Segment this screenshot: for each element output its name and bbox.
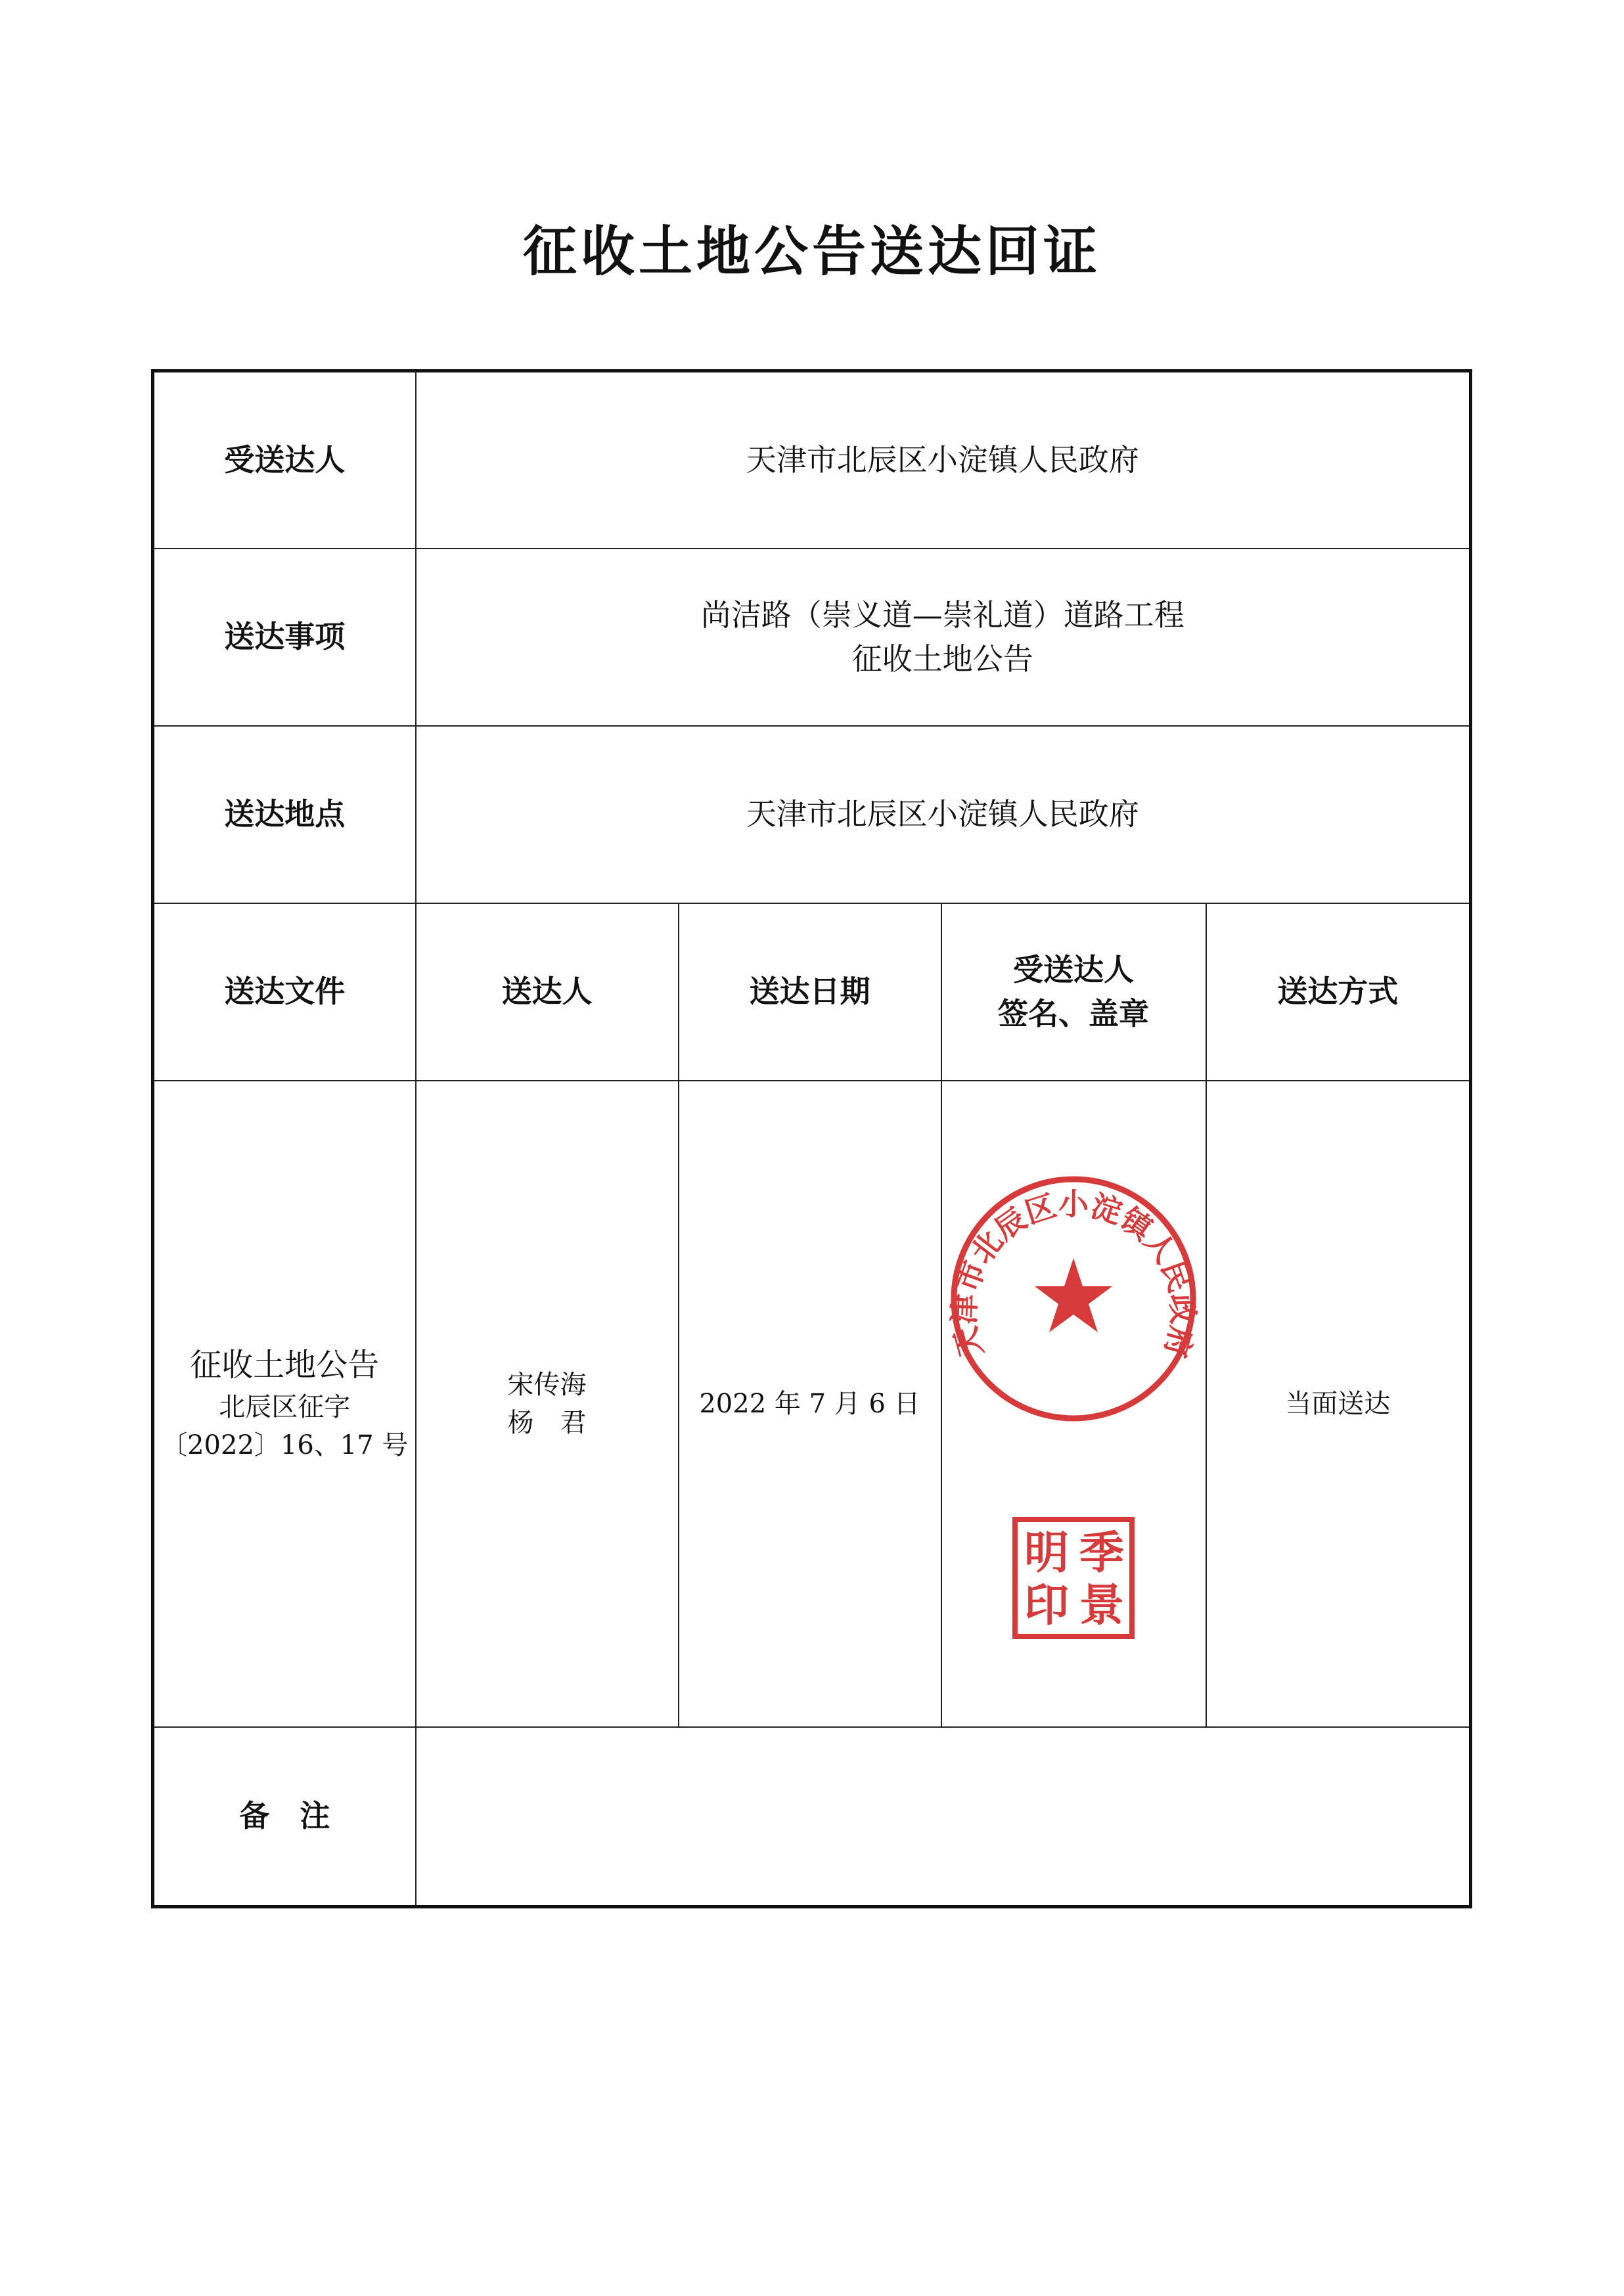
- recipient-label: 受送达人: [153, 371, 416, 549]
- header-signature-line-2: 签名、盖章: [998, 995, 1149, 1031]
- seal-text-path: 天津市北辰区小淀镇人民政府: [946, 1186, 1201, 1362]
- header-signature: [941, 903, 1206, 1081]
- header-sender: 送达人: [416, 903, 679, 1081]
- detail-date: 2022 年 7 月 6 日: [679, 1081, 941, 1727]
- row-matter: [153, 549, 1471, 726]
- detail-file-line-3: 〔2022〕16、17 号: [161, 1430, 409, 1461]
- detail-file-line-2: 北辰区征字: [219, 1392, 351, 1423]
- matter-value: [416, 549, 1471, 726]
- header-signature-line-1: 受送达人: [1013, 951, 1134, 987]
- official-seal: [942, 1167, 1205, 1443]
- matter-line-2: 征收土地公告: [851, 641, 1033, 677]
- personal-seal-char-2: 景: [1079, 1579, 1125, 1632]
- matter-line-1: 尚洁路（崇义道—崇礼道）道路工程: [700, 597, 1184, 633]
- row-header: [153, 903, 1471, 1081]
- personal-seal: [1011, 1516, 1136, 1640]
- row-detail: [153, 1081, 1471, 1727]
- row-remarks: [153, 1727, 1471, 1907]
- header-method: 送达方式: [1206, 903, 1471, 1081]
- detail-file: [153, 1081, 416, 1727]
- page-title: 征收土地公告送达回证: [522, 221, 1101, 283]
- remarks-value: [416, 1727, 1471, 1907]
- personal-seal-char-1: 季: [1079, 1526, 1125, 1579]
- location-label: 送达地点: [153, 726, 416, 903]
- seal-star-icon: [1035, 1258, 1112, 1332]
- detail-file-line-1: 征收土地公告: [190, 1346, 380, 1384]
- personal-seal-char-4: 印: [1024, 1579, 1070, 1632]
- detail-sender-line-2: 杨 君: [507, 1407, 587, 1438]
- location-value: 天津市北辰区小淀镇人民政府: [416, 726, 1471, 903]
- row-location: [153, 726, 1471, 903]
- detail-sender: [416, 1081, 679, 1727]
- row-recipient: [153, 371, 1471, 549]
- remarks-label: 备 注: [153, 1727, 416, 1907]
- recipient-value: 天津市北辰区小淀镇人民政府: [416, 371, 1471, 549]
- detail-sender-line-1: 宋传海: [507, 1369, 587, 1400]
- delivery-receipt-table: [151, 369, 1472, 1908]
- matter-label: 送达事项: [153, 549, 416, 726]
- detail-method: 当面送达: [1206, 1081, 1471, 1727]
- header-file: 送达文件: [153, 903, 416, 1081]
- detail-signature: [941, 1081, 1206, 1727]
- personal-seal-char-3: 明: [1024, 1526, 1070, 1579]
- header-date: 送达日期: [679, 903, 941, 1081]
